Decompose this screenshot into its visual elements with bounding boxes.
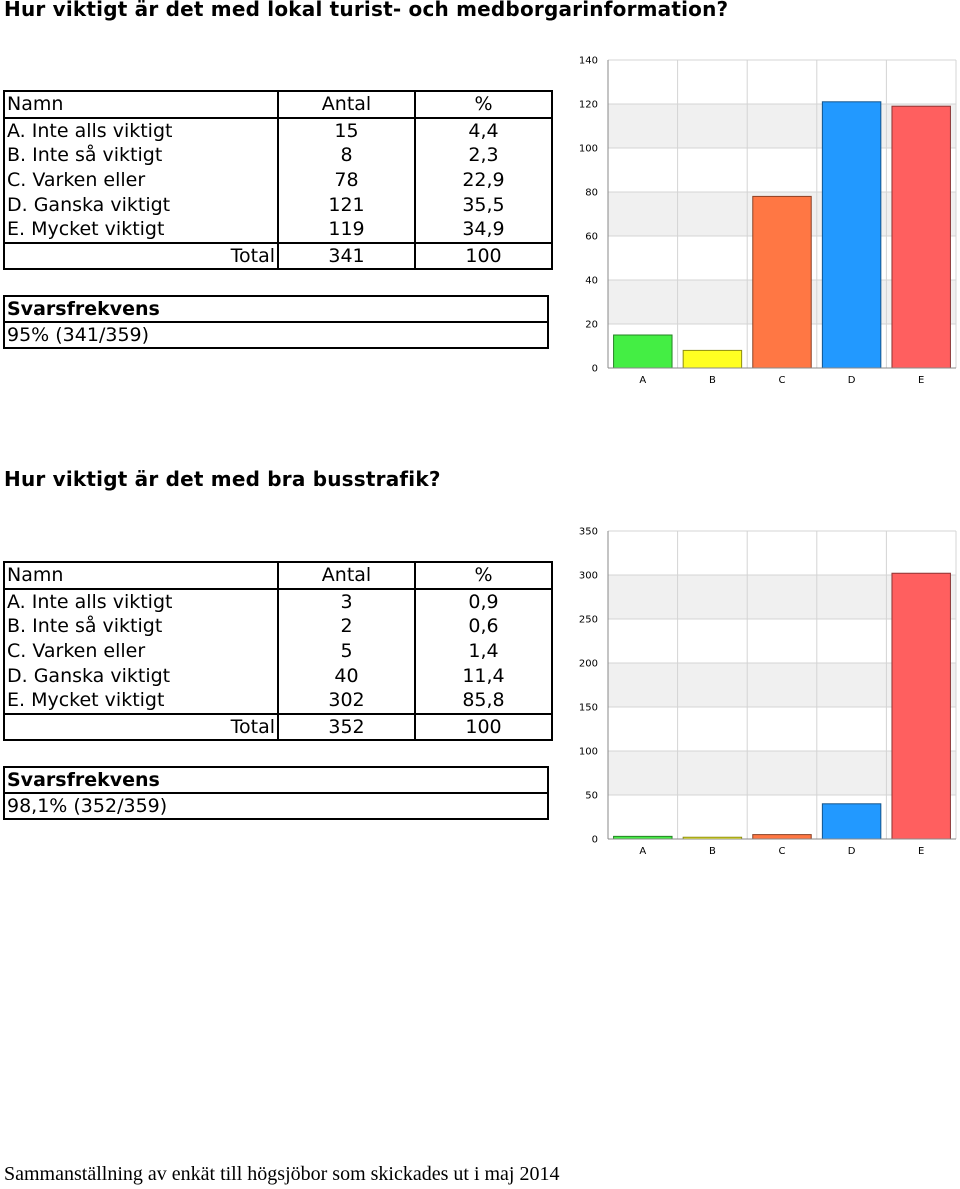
row-percent: 4,4 [415,118,552,144]
row-name: C. Varken eller [4,639,278,664]
x-tick-label: A [639,846,647,857]
table-row [4,192,552,217]
row-name: A. Inte alls viktigt [4,589,278,615]
response-rate-value: 98,1% (352/359) [4,793,548,819]
results-table-1 [3,90,553,270]
row-count: 8 [278,143,415,168]
y-tick-label: 0 [591,834,598,846]
header-percent: % [415,562,552,589]
x-tick-label: C [778,375,786,386]
response-rate-value: 95% (341/359) [4,322,548,348]
y-tick-label: 250 [578,614,598,626]
table-row [4,663,552,688]
response-rate-label: Svarsfrekvens [4,296,548,322]
row-percent: 0,6 [415,614,552,639]
row-count: 5 [278,639,415,664]
total-label: Total [4,243,278,270]
question-1-title: Hur viktigt är det med lokal turist- och medborgarinformation? [4,0,729,21]
y-tick-label: 200 [578,658,598,670]
y-tick-label: 60 [585,231,598,243]
grid-band [608,531,956,575]
row-count: 2 [278,614,415,639]
row-count: 40 [278,663,415,688]
header-percent: % [415,91,552,118]
x-tick-label: E [918,846,925,857]
row-name: E. Mycket viktigt [4,217,278,243]
row-percent: 11,4 [415,663,552,688]
x-tick-label: D [847,375,856,386]
x-tick-label: C [778,846,786,857]
y-tick-label: 20 [585,319,598,331]
bar [822,102,880,368]
row-name: D. Ganska viktigt [4,192,278,217]
total-label: Total [4,714,278,741]
table-row [4,639,552,664]
y-tick-label: 150 [578,702,598,714]
bar [614,335,672,368]
table-row [4,143,552,168]
total-count: 341 [278,243,415,270]
row-count: 119 [278,217,415,243]
table-header-row [4,562,552,589]
x-tick-label: A [639,375,647,386]
row-count: 121 [278,192,415,217]
bar [892,573,950,839]
y-tick-label: 350 [578,526,598,538]
row-percent: 85,8 [415,688,552,714]
y-tick-label: 100 [578,746,598,758]
table-row [4,589,552,615]
bar [753,835,811,839]
row-percent: 0,9 [415,589,552,615]
total-percent: 100 [415,714,552,741]
row-name: A. Inte alls viktigt [4,118,278,144]
header-count: Antal [278,562,415,589]
y-tick-label: 0 [591,363,598,375]
table-row [4,168,552,193]
question-2-title: Hur viktigt är det med bra busstrafik? [4,467,441,491]
bar [753,196,811,368]
table-row [4,614,552,639]
y-tick-label: 80 [585,187,598,199]
x-tick-label: D [847,846,856,857]
row-count: 15 [278,118,415,144]
row-percent: 34,9 [415,217,552,243]
y-tick-label: 100 [578,143,598,155]
row-count: 3 [278,589,415,615]
bar [683,350,741,368]
results-table-2 [3,561,553,741]
table-row [4,217,552,243]
total-percent: 100 [415,243,552,270]
table-header-row [4,91,552,118]
total-count: 352 [278,714,415,741]
row-percent: 22,9 [415,168,552,193]
row-name: C. Varken eller [4,168,278,193]
row-count: 78 [278,168,415,193]
x-tick-label: E [918,375,925,386]
response-rate-box-1 [3,295,549,349]
table-row [4,688,552,714]
y-tick-label: 140 [578,55,598,67]
row-name: D. Ganska viktigt [4,663,278,688]
row-name: E. Mycket viktigt [4,688,278,714]
row-count: 302 [278,688,415,714]
y-tick-label: 300 [578,570,598,582]
grid-band [608,60,956,104]
x-tick-label: B [708,846,716,857]
bar-chart-2 [570,523,960,863]
bar [892,106,950,368]
response-rate-label: Svarsfrekvens [4,767,548,793]
row-percent: 35,5 [415,192,552,217]
header-name: Namn [4,562,278,589]
x-tick-label: B [708,375,716,386]
header-name: Namn [4,91,278,118]
response-rate-box-2 [3,766,549,820]
row-name: B. Inte så viktigt [4,143,278,168]
y-tick-label: 120 [578,99,598,111]
y-tick-label: 40 [585,275,598,287]
y-tick-label: 50 [585,790,598,802]
table-row [4,118,552,144]
row-name: B. Inte så viktigt [4,614,278,639]
row-percent: 1,4 [415,639,552,664]
bar-chart-1 [570,52,960,392]
row-percent: 2,3 [415,143,552,168]
table-total-row [4,243,552,270]
bar [822,804,880,839]
table-total-row [4,714,552,741]
footer-text: Sammanställning av enkät till högsjöbor som skickades ut i maj 2014 [4,1163,560,1185]
header-count: Antal [278,91,415,118]
